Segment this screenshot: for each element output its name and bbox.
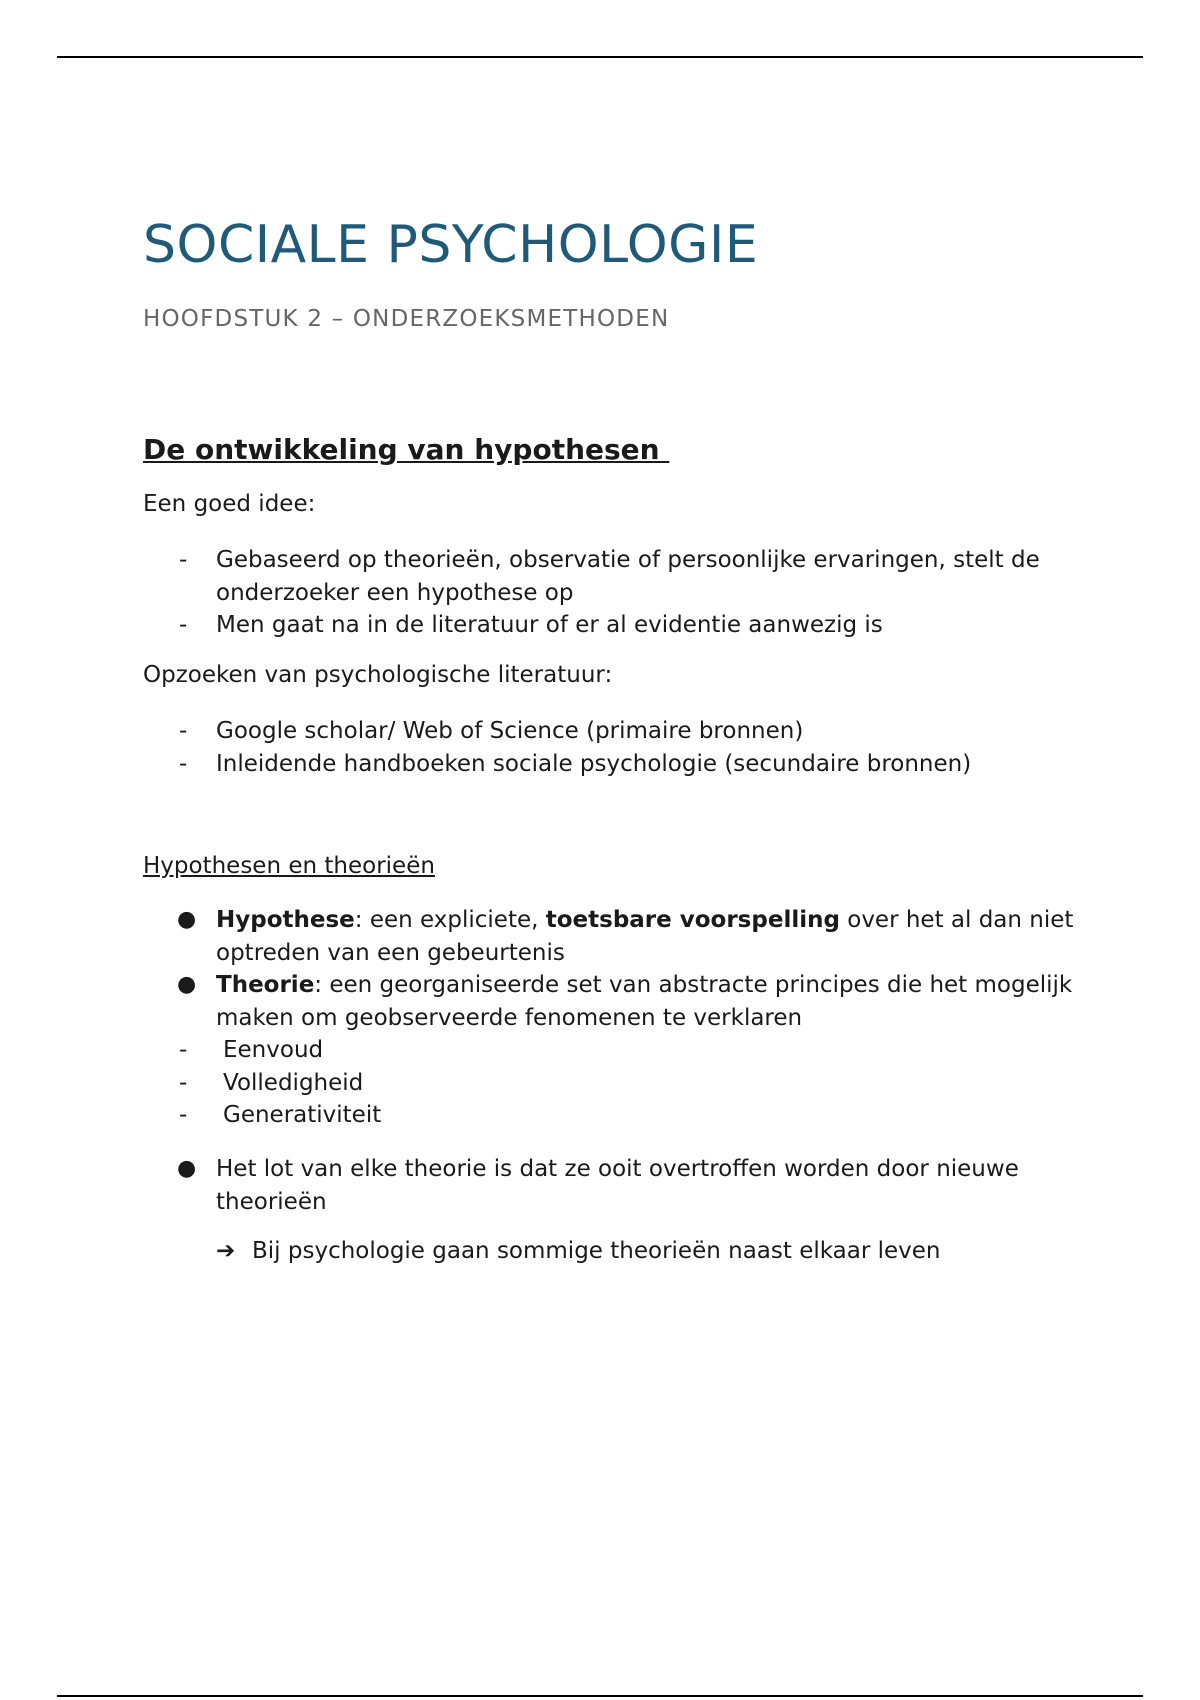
dash-bullet-icon: - bbox=[179, 612, 188, 638]
list-item-fate: ● Het lot van elke theorie is dat ze ooit overtroffen worden door nieuwe theorieën bbox=[143, 1153, 1096, 1218]
intro-goed-idee: Een goed idee: bbox=[143, 491, 316, 517]
list-item-criterium: - Volledigheid bbox=[143, 1067, 1103, 1100]
list-definities bbox=[143, 904, 1103, 1132]
dash-bullet-icon: - bbox=[179, 1037, 188, 1063]
bullet-icon: ● bbox=[177, 972, 197, 997]
dash-bullet-icon: - bbox=[179, 718, 188, 744]
list-lot-theorie bbox=[143, 1153, 1096, 1218]
bottom-rule bbox=[57, 1695, 1143, 1697]
document-subtitle: HOOFDSTUK 2 – ONDERZOEKSMETHODEN bbox=[143, 306, 670, 332]
dash-bullet-icon: - bbox=[179, 1102, 188, 1128]
list-item: - Google scholar/ Web of Science (primaire bronnen) bbox=[143, 715, 1096, 748]
top-rule bbox=[57, 56, 1143, 58]
list-item: - Gebaseerd op theorieën, observatie of persoonlijke ervaringen, stelt de onderzoeker een hypothese op bbox=[143, 544, 1096, 609]
bullet-icon: ● bbox=[177, 907, 197, 932]
intro-literatuur: Opzoeken van psychologische literatuur: bbox=[143, 662, 613, 688]
dash-bullet-icon: - bbox=[179, 1069, 188, 1096]
bullet-icon: ● bbox=[177, 1156, 197, 1181]
list-item-criterium: - Eenvoud bbox=[143, 1034, 1103, 1067]
arrow-right-icon: ➔ bbox=[216, 1238, 236, 1264]
list-goed-idee bbox=[143, 544, 1096, 642]
list-literatuur bbox=[143, 715, 1096, 780]
dash-bullet-icon: - bbox=[179, 547, 188, 573]
arrow-note: ➔ Bij psychologie gaan sommige theorieën naast elkaar leven bbox=[216, 1238, 941, 1264]
dash-bullet-icon: - bbox=[179, 750, 188, 777]
list-item: - Inleidende handboeken sociale psychologie (secundaire bronnen) bbox=[143, 748, 1096, 781]
list-item-hypothese: ● Hypothese: een expliciete, toetsbare voorspelling over het al dan niet optreden van een gebeurtenis bbox=[143, 904, 1096, 969]
section-heading-theorieen: Hypothesen en theorieën bbox=[143, 853, 435, 879]
list-item-theorie: ● Theorie: een georganiseerde set van abstracte principes die het mogelijk maken om geobserveerde fenomenen te verklaren bbox=[143, 969, 1096, 1034]
list-item: - Men gaat na in de literatuur of er al evidentie aanwezig is bbox=[143, 609, 1096, 642]
section-heading-hypothesen: De ontwikkeling van hypothesen bbox=[143, 433, 670, 466]
list-item-criterium: - Generativiteit bbox=[143, 1099, 1103, 1132]
document-title: SOCIALE PSYCHOLOGIE bbox=[143, 215, 759, 275]
